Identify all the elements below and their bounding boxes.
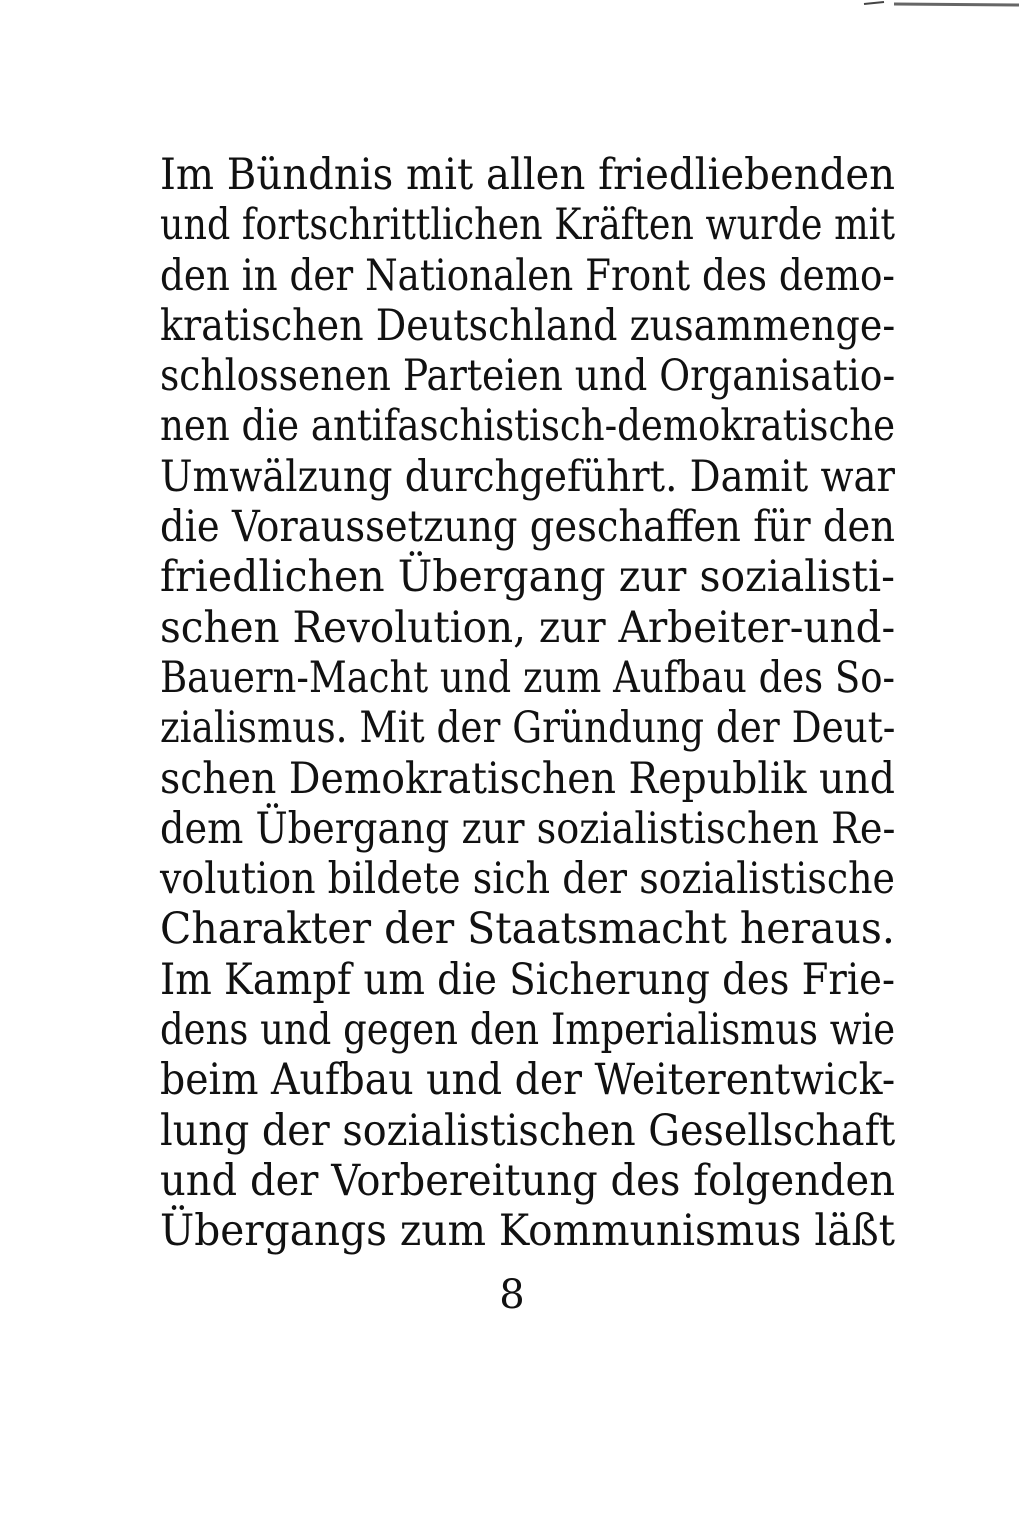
text-line: und fortschrittlichen Kräften wurde mit: [160, 200, 895, 251]
text-line: dem Übergang zur sozialistischen Re-: [160, 803, 896, 854]
text-line: zialismus. Mit der Gründung der Deut-: [160, 703, 896, 754]
page-number: 8: [499, 1272, 525, 1318]
text-line: Im Kampf um die Sicherung des Frie-: [160, 954, 896, 1005]
paragraph-2: [160, 955, 895, 1257]
text-line: Übergangs zum Kommunismus läßt: [160, 1206, 895, 1257]
text-line: und der Vorbereitung des folgenden: [160, 1155, 895, 1206]
text-line: den in der Nationalen Front des demo-: [160, 250, 895, 301]
text-line: beim Aufbau und der Weiterentwick-: [160, 1055, 896, 1106]
text-line: lung der sozialistischen Gesellschaft: [160, 1105, 896, 1156]
text-line: dens und gegen den Imperialismus wie: [160, 1005, 896, 1056]
body-text: [160, 150, 895, 1257]
text-line: friedlichen Übergang zur sozialisti-: [160, 552, 895, 603]
text-line: kratischen Deutschland zusammenge-: [160, 300, 896, 351]
text-line: Umwälzung durchgeführt. Damit war: [160, 451, 896, 502]
text-line: volution bildete sich der sozialistische: [160, 854, 895, 905]
text-line: die Voraussetzung geschaffen für den: [160, 502, 895, 553]
text-line: nen die antifaschistisch-demokratische: [160, 401, 896, 452]
text-line: schen Revolution, zur Arbeiter-und-: [160, 602, 896, 653]
text-line: schen Demokratischen Republik und: [160, 753, 895, 804]
text-line: Charakter der Staatsmacht heraus.: [160, 904, 895, 955]
text-line: Im Bündnis mit allen friedliebenden: [160, 150, 896, 200]
paragraph-1: [160, 150, 895, 955]
text-line: Bauern-Macht und zum Aufbau des So-: [160, 652, 895, 703]
text-line: schlossenen Parteien und Organisatio-: [160, 351, 896, 402]
scan-edge-mark: [854, 0, 1024, 12]
